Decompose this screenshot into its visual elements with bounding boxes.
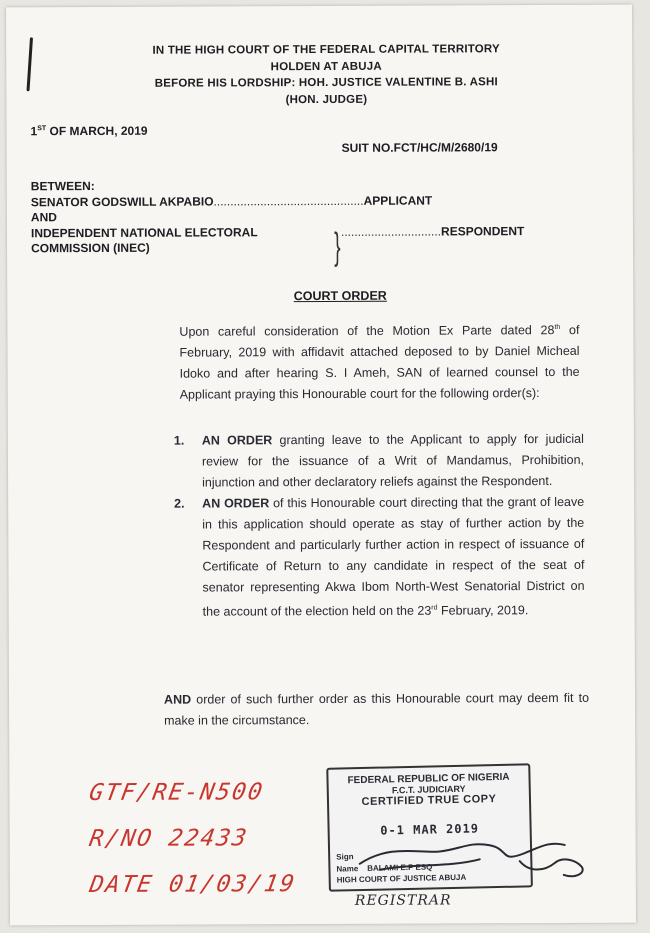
stamp-date: 0-1 MAR 2019	[380, 821, 480, 838]
date-day: 1	[30, 124, 38, 139]
order-number-1: 1.	[173, 433, 185, 448]
order-item-1	[174, 429, 584, 494]
court-header	[66, 41, 586, 109]
respondent-name-line-1: INDEPENDENT NATIONAL ELECTORAL	[30, 224, 258, 240]
order-tail-2: February, 2019.	[437, 603, 529, 618]
order-number-2: 2.	[174, 496, 185, 511]
handwritten-line-2: R/NO 22433	[87, 825, 251, 853]
respondent-role: RESPONDENT	[440, 223, 525, 238]
stamp-name-value: BALAMI E.P ESQ	[367, 862, 433, 873]
registrar-signature: REGISTRAR	[354, 892, 452, 909]
respondent-dots-role	[341, 224, 524, 240]
intro-part-2: of February, 2019 with affidavit attached deposed to by Daniel Micheal Idoko and after hearing S. I Ameh, SAN of learned counsel to the Applicant praying this Honourable court for the following order(s):	[179, 323, 580, 402]
date-rest: OF MARCH, 2019	[46, 123, 148, 139]
handwritten-line-3: DATE 01/03/19	[87, 871, 299, 899]
intro-sup: th	[554, 323, 561, 331]
header-line-1: IN THE HIGH COURT OF THE FEDERAL CAPITAL TERRITORY	[152, 43, 500, 57]
curly-brace: }	[334, 225, 341, 268]
stamp-line-2: F.C.T. JUDICIARY	[391, 783, 466, 796]
stamp-name-label: Name	[336, 864, 359, 874]
respondent-name-line-2: COMMISSION (INEC)	[31, 240, 150, 256]
order-text-1: granting leave to the Applicant to apply for judicial review for the issuance of a Writ of Mandamus, Prohibition, injunction and other declaratory reliefs against the Respondent.	[201, 431, 585, 490]
order-text-2: of this Honourable court directing that the grant of leave in this application should operate as stay of further action by the Respondent and particularly further action in respect of issuance of Certificate of Return to any candidate in respect of the seat of senator representing Akwa Ibom North-West Senatorial District on the account of the election held on the 23	[202, 494, 585, 619]
closing-lead: AND	[163, 692, 192, 707]
header-line-2: HOLDEN AT ABUJA	[270, 60, 382, 73]
suit-number: SUIT NO.FCT/HC/M/2680/19	[341, 140, 498, 155]
respondent-dots: ..............................	[340, 223, 442, 239]
header-line-3: BEFORE HIS LORDSHIP: HOH. JUSTICE VALENTINE B. ASHI	[154, 76, 498, 90]
closing-paragraph	[164, 688, 589, 732]
between-label: BETWEEN:	[30, 178, 95, 194]
stamp-line-1: FEDERAL REPUBLIC OF NIGERIA	[347, 771, 510, 787]
applicant-dots: .............................................	[213, 193, 364, 208]
order-lead-2: AN ORDER	[202, 496, 270, 511]
stamp-sign-label: Sign	[336, 852, 354, 862]
order-lead-1: AN ORDER	[201, 433, 273, 448]
order-sup-2: rd	[431, 604, 438, 612]
orders-list	[174, 429, 585, 623]
closing-text: order of such further order as this Honourable court may deem fit to make in the circumstance.	[164, 690, 590, 728]
header-line-4: (HON. JUDGE)	[285, 93, 368, 106]
date-suffix: ST	[37, 125, 47, 133]
order-date	[31, 124, 148, 139]
court-order-title: COURT ORDER	[293, 288, 387, 304]
handwritten-notes	[89, 769, 320, 908]
applicant-name: SENATOR GODSWILL AKPABIO	[30, 193, 214, 209]
stamp-court: HIGH COURT OF JUSTICE ABUJA	[336, 872, 467, 885]
signature-scribble	[350, 823, 590, 894]
intro-paragraph	[179, 317, 579, 406]
applicant-role: APPLICANT	[363, 193, 433, 208]
parties-block	[30, 177, 591, 268]
stamp-line-3: CERTIFIED TRUE COPY	[361, 793, 497, 809]
document-page	[6, 5, 636, 926]
intro-part-1: Upon careful consideration of the Motion Ex Parte dated 28	[179, 323, 555, 339]
handwritten-line-1: GTF/RE-N500	[87, 779, 266, 807]
margin-pen-mark	[26, 37, 33, 91]
and-label: AND	[30, 210, 57, 225]
order-item-2	[174, 492, 585, 623]
